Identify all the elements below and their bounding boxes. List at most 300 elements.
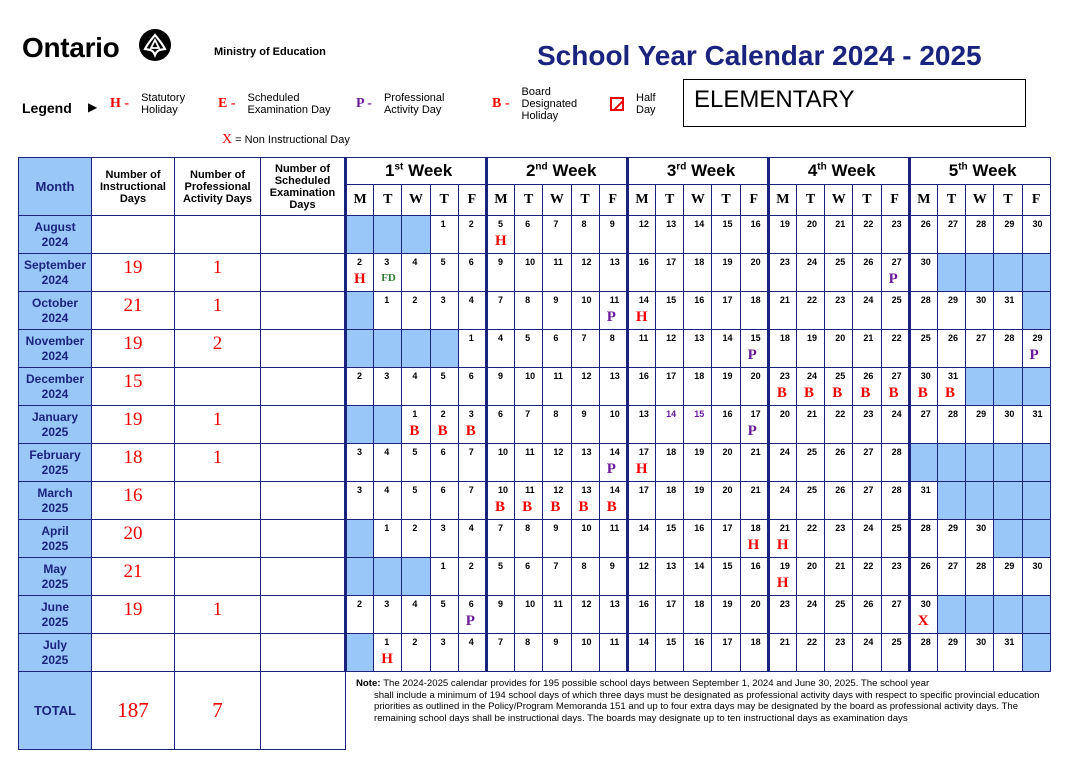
day-number: 5 (440, 257, 446, 267)
empty-day-cell (402, 558, 430, 596)
day-cell (374, 292, 402, 330)
day-cell (515, 254, 543, 292)
day-cell (937, 292, 965, 330)
day-cell (909, 254, 937, 292)
day-cell (825, 254, 853, 292)
legend-text: Statutory Holiday (141, 92, 186, 116)
note-label: Note: (356, 678, 384, 689)
day-number: 25 (835, 371, 846, 381)
day-cell (430, 444, 458, 482)
week-ordinal: st (394, 161, 404, 173)
day-cell (430, 368, 458, 406)
day-cell (684, 634, 712, 672)
day-cell (853, 292, 881, 330)
month-label (19, 216, 92, 254)
month-label (19, 596, 92, 634)
week-header-1 (346, 158, 487, 185)
day-number: 13 (609, 371, 620, 381)
instructional-days-count: 20 (92, 520, 175, 558)
day-cell (374, 254, 402, 292)
day-cell (937, 368, 965, 406)
day-cell (402, 292, 430, 330)
day-cell (656, 216, 684, 254)
day-number: 13 (694, 333, 705, 343)
empty-day-cell (374, 330, 402, 368)
day-number: 21 (779, 637, 790, 647)
day-marker-p: P (606, 461, 616, 477)
day-number: 5 (497, 219, 503, 229)
exam-days-count (261, 368, 346, 406)
empty-day-cell (966, 254, 994, 292)
pa-days-count (175, 634, 261, 672)
empty-day-cell (1022, 482, 1050, 520)
day-cell (599, 292, 627, 330)
day-number: 23 (891, 561, 902, 571)
day-number: 27 (863, 447, 874, 457)
day-cell (571, 406, 599, 444)
day-number: 14 (609, 447, 620, 457)
day-number: 29 (976, 409, 987, 419)
week-label: Week (967, 161, 1017, 180)
day-cell (656, 520, 684, 558)
legend-code: H - (110, 96, 130, 111)
day-number: 19 (779, 219, 790, 229)
day-cell (430, 520, 458, 558)
day-cell (740, 596, 768, 634)
day-cell (430, 634, 458, 672)
week-label: Week (403, 161, 453, 180)
day-number: 3 (357, 485, 363, 495)
empty-day-cell (346, 406, 374, 444)
week-header-3 (627, 158, 768, 185)
day-cell (684, 216, 712, 254)
empty-day-cell (1022, 520, 1050, 558)
day-number: 4 (384, 485, 390, 495)
month-year: 2025 (41, 538, 69, 553)
day-number: 6 (468, 257, 474, 267)
day-cell (740, 634, 768, 672)
day-letter: T (430, 185, 458, 216)
day-number: 23 (835, 637, 846, 647)
day-number: 8 (581, 219, 587, 229)
day-number: 26 (863, 599, 874, 609)
day-cell (374, 482, 402, 520)
day-letter: W (825, 185, 853, 216)
day-cell (825, 216, 853, 254)
empty-day-cell (994, 368, 1022, 406)
day-cell (486, 444, 514, 482)
day-number: 27 (947, 561, 958, 571)
day-number: 9 (553, 637, 559, 647)
legend-text: Board Designated Holiday (521, 86, 578, 122)
day-number: 31 (1004, 637, 1015, 647)
instructional-days-count: 16 (92, 482, 175, 520)
day-number: 18 (666, 447, 677, 457)
week-label: Week (686, 161, 736, 180)
day-number: 1 (384, 295, 390, 305)
week-label: Week (547, 161, 597, 180)
day-cell (599, 520, 627, 558)
day-cell (599, 558, 627, 596)
day-number: 13 (666, 219, 677, 229)
day-number: 26 (863, 371, 874, 381)
day-number: 2 (357, 371, 363, 381)
day-number: 11 (525, 485, 535, 495)
day-cell (627, 254, 655, 292)
day-number: 17 (722, 295, 733, 305)
legend-non-instructional (222, 132, 350, 148)
month-row (19, 444, 1051, 482)
legend-item-statutory-holiday (110, 92, 193, 116)
day-cell (599, 406, 627, 444)
empty-day-cell (1022, 368, 1050, 406)
day-cell (797, 216, 825, 254)
day-number: 4 (468, 295, 474, 305)
day-cell (571, 634, 599, 672)
day-number: 4 (412, 599, 418, 609)
day-cell (543, 482, 571, 520)
day-cell (543, 406, 571, 444)
pa-days-count: 1 (175, 406, 261, 444)
day-cell (853, 482, 881, 520)
day-cell (768, 292, 796, 330)
day-number: 31 (1004, 295, 1015, 305)
day-number: 25 (807, 485, 818, 495)
day-number: 1 (384, 523, 390, 533)
empty-day-cell (966, 482, 994, 520)
day-cell (740, 330, 768, 368)
day-cell (825, 292, 853, 330)
day-cell (543, 596, 571, 634)
week-number: 5 (948, 161, 959, 180)
day-cell (656, 406, 684, 444)
day-number: 24 (807, 257, 818, 267)
day-number: 27 (947, 219, 958, 229)
day-cell (430, 254, 458, 292)
empty-day-cell (937, 254, 965, 292)
total-label: TOTAL (19, 672, 92, 750)
day-cell (881, 254, 909, 292)
day-number: 2 (412, 523, 418, 533)
empty-day-cell (937, 596, 965, 634)
instructional-days-count: 18 (92, 444, 175, 482)
day-cell (656, 330, 684, 368)
day-number: 15 (722, 219, 733, 229)
day-cell (712, 406, 740, 444)
day-cell (571, 216, 599, 254)
day-cell (768, 596, 796, 634)
day-number: 11 (553, 257, 563, 267)
day-number: 15 (722, 561, 733, 571)
day-cell (740, 520, 768, 558)
day-number: 29 (1004, 219, 1015, 229)
day-number: 7 (553, 561, 559, 571)
half-day-icon (610, 97, 624, 111)
day-marker-p: P (606, 309, 616, 325)
day-letter: F (599, 185, 627, 216)
day-cell (881, 558, 909, 596)
month-year: 2025 (41, 576, 69, 591)
day-number: 30 (976, 523, 987, 533)
day-letter: T (656, 185, 684, 216)
day-cell (825, 558, 853, 596)
day-marker-h: H (381, 651, 393, 667)
day-cell (684, 558, 712, 596)
empty-day-cell (374, 216, 402, 254)
instructional-days-count (92, 634, 175, 672)
day-number: 30 (920, 371, 931, 381)
empty-day-cell (1022, 596, 1050, 634)
day-cell (515, 482, 543, 520)
empty-day-cell (937, 444, 965, 482)
day-cell (881, 330, 909, 368)
day-number: 19 (694, 485, 705, 495)
day-number: 22 (807, 523, 818, 533)
day-cell (797, 330, 825, 368)
day-cell (402, 254, 430, 292)
empty-day-cell (1022, 444, 1050, 482)
day-cell (909, 558, 937, 596)
day-marker-b: B (494, 499, 505, 515)
day-cell (825, 520, 853, 558)
day-number: 19 (722, 599, 733, 609)
day-cell (684, 482, 712, 520)
day-cell (430, 292, 458, 330)
day-cell (768, 444, 796, 482)
day-letter: T (571, 185, 599, 216)
day-number: 10 (581, 523, 592, 533)
day-cell (458, 482, 486, 520)
note (346, 672, 1051, 750)
month-row (19, 216, 1051, 254)
day-number: 25 (835, 257, 846, 267)
day-number: 18 (694, 257, 705, 267)
day-number: 10 (609, 409, 620, 419)
day-number: 26 (835, 447, 846, 457)
day-number: 16 (750, 561, 761, 571)
empty-day-cell (346, 292, 374, 330)
day-letter: M (768, 185, 796, 216)
day-number: 16 (638, 257, 649, 267)
day-number: 10 (497, 447, 508, 457)
day-number: 20 (835, 333, 846, 343)
day-number: 6 (440, 485, 446, 495)
day-number: 20 (807, 561, 818, 571)
day-marker-b: B (522, 499, 533, 515)
day-number: 10 (525, 371, 536, 381)
month-name: March (37, 485, 73, 500)
week-ordinal: nd (535, 161, 548, 173)
day-marker-b: B (437, 423, 448, 439)
day-number: 25 (807, 447, 818, 457)
week-ordinal: rd (676, 161, 687, 173)
day-cell (543, 558, 571, 596)
day-number: 23 (779, 257, 790, 267)
day-number: 6 (497, 409, 503, 419)
day-number: 8 (609, 333, 615, 343)
day-number: 21 (835, 561, 846, 571)
day-cell (627, 558, 655, 596)
day-cell (825, 406, 853, 444)
day-number: 26 (920, 561, 931, 571)
day-number: 23 (863, 409, 874, 419)
day-number: 18 (750, 295, 761, 305)
day-number: 8 (525, 295, 531, 305)
day-cell (937, 634, 965, 672)
day-cell (768, 216, 796, 254)
day-number: 21 (750, 447, 761, 457)
legend-item-exam-day (218, 92, 340, 116)
month-row (19, 406, 1051, 444)
month-label (19, 368, 92, 406)
day-cell (797, 444, 825, 482)
legend-text: Half Day (636, 92, 656, 116)
day-cell (797, 482, 825, 520)
exam-days-count (261, 330, 346, 368)
day-cell (627, 482, 655, 520)
day-number: 24 (863, 523, 874, 533)
month-row (19, 292, 1051, 330)
day-cell (966, 216, 994, 254)
day-cell (684, 444, 712, 482)
day-cell (712, 330, 740, 368)
day-number: 2 (468, 561, 474, 571)
day-number: 6 (553, 333, 559, 343)
day-number: 2 (357, 257, 363, 267)
pa-days-count (175, 216, 261, 254)
day-cell (712, 558, 740, 596)
day-cell (909, 634, 937, 672)
day-cell (458, 368, 486, 406)
day-cell (712, 292, 740, 330)
day-cell (599, 444, 627, 482)
day-letter: F (740, 185, 768, 216)
day-cell (797, 520, 825, 558)
day-number: 11 (553, 599, 563, 609)
day-cell (684, 596, 712, 634)
day-number: 20 (750, 599, 761, 609)
day-cell (909, 482, 937, 520)
day-number: 13 (666, 561, 677, 571)
day-number: 12 (553, 485, 564, 495)
day-cell (768, 330, 796, 368)
day-cell (937, 216, 965, 254)
week-number: 4 (807, 161, 818, 180)
day-cell (430, 558, 458, 596)
day-cell (966, 406, 994, 444)
day-number: 17 (666, 257, 677, 267)
day-marker-b: B (832, 385, 843, 401)
week-number: 1 (385, 161, 395, 180)
day-cell (346, 444, 374, 482)
day-cell (515, 558, 543, 596)
day-cell (402, 482, 430, 520)
day-cell (543, 634, 571, 672)
legend-text: Scheduled Examination Day (247, 92, 331, 116)
day-marker-b: B (409, 423, 420, 439)
day-number: 25 (891, 523, 902, 533)
day-number: 13 (609, 599, 620, 609)
day-marker-b: B (578, 499, 589, 515)
day-cell (374, 444, 402, 482)
month-name: February (29, 447, 81, 462)
empty-day-cell (1022, 634, 1050, 672)
day-cell (909, 596, 937, 634)
day-number: 14 (638, 523, 649, 533)
day-number: 1 (384, 637, 390, 647)
day-number: 1 (412, 409, 418, 419)
day-number: 4 (412, 371, 418, 381)
day-number: 19 (694, 447, 705, 457)
day-number: 8 (581, 561, 587, 571)
day-marker-p: P (747, 423, 757, 439)
day-number: 7 (553, 219, 559, 229)
day-number: 13 (609, 257, 620, 267)
month-row (19, 254, 1051, 292)
day-number: 11 (609, 523, 620, 533)
calendar-table (18, 157, 1051, 750)
day-cell (1022, 330, 1050, 368)
day-number: 22 (863, 561, 874, 571)
day-number: 8 (553, 409, 559, 419)
day-number: 23 (835, 523, 846, 533)
day-cell (768, 634, 796, 672)
day-number: 20 (750, 257, 761, 267)
day-number: 22 (835, 409, 846, 419)
instructional-days-count: 19 (92, 406, 175, 444)
day-number: 17 (722, 523, 733, 533)
day-cell (994, 330, 1022, 368)
day-number: 3 (384, 599, 390, 609)
day-number: 28 (1004, 333, 1015, 343)
day-marker-fd: FD (381, 272, 396, 284)
day-number: 8 (525, 637, 531, 647)
day-marker-p: P (465, 613, 475, 629)
day-cell (881, 634, 909, 672)
legend-title: Legend (22, 100, 72, 116)
day-letter: T (853, 185, 881, 216)
day-number: 26 (920, 219, 931, 229)
day-number: 27 (863, 485, 874, 495)
day-number: 25 (835, 599, 846, 609)
day-number: 27 (891, 371, 902, 381)
empty-day-cell (374, 406, 402, 444)
page-title: School Year Calendar 2024 - 2025 (537, 40, 982, 71)
day-cell (346, 596, 374, 634)
day-letter: M (627, 185, 655, 216)
day-cell (543, 330, 571, 368)
day-number: 1 (440, 561, 446, 571)
empty-day-cell (966, 596, 994, 634)
day-marker-b: B (606, 499, 617, 515)
day-cell (486, 406, 514, 444)
day-cell (543, 216, 571, 254)
day-cell (825, 444, 853, 482)
day-cell (458, 406, 486, 444)
day-cell (627, 368, 655, 406)
day-cell (571, 520, 599, 558)
day-number: 24 (807, 599, 818, 609)
exam-days-count (261, 520, 346, 558)
day-number: 15 (666, 637, 677, 647)
day-marker-h: H (494, 233, 507, 249)
day-marker-b: B (550, 499, 561, 515)
month-year: 2025 (41, 462, 69, 477)
empty-day-cell (994, 254, 1022, 292)
day-marker-b: B (888, 385, 899, 401)
day-number: 26 (835, 485, 846, 495)
day-cell (486, 368, 514, 406)
